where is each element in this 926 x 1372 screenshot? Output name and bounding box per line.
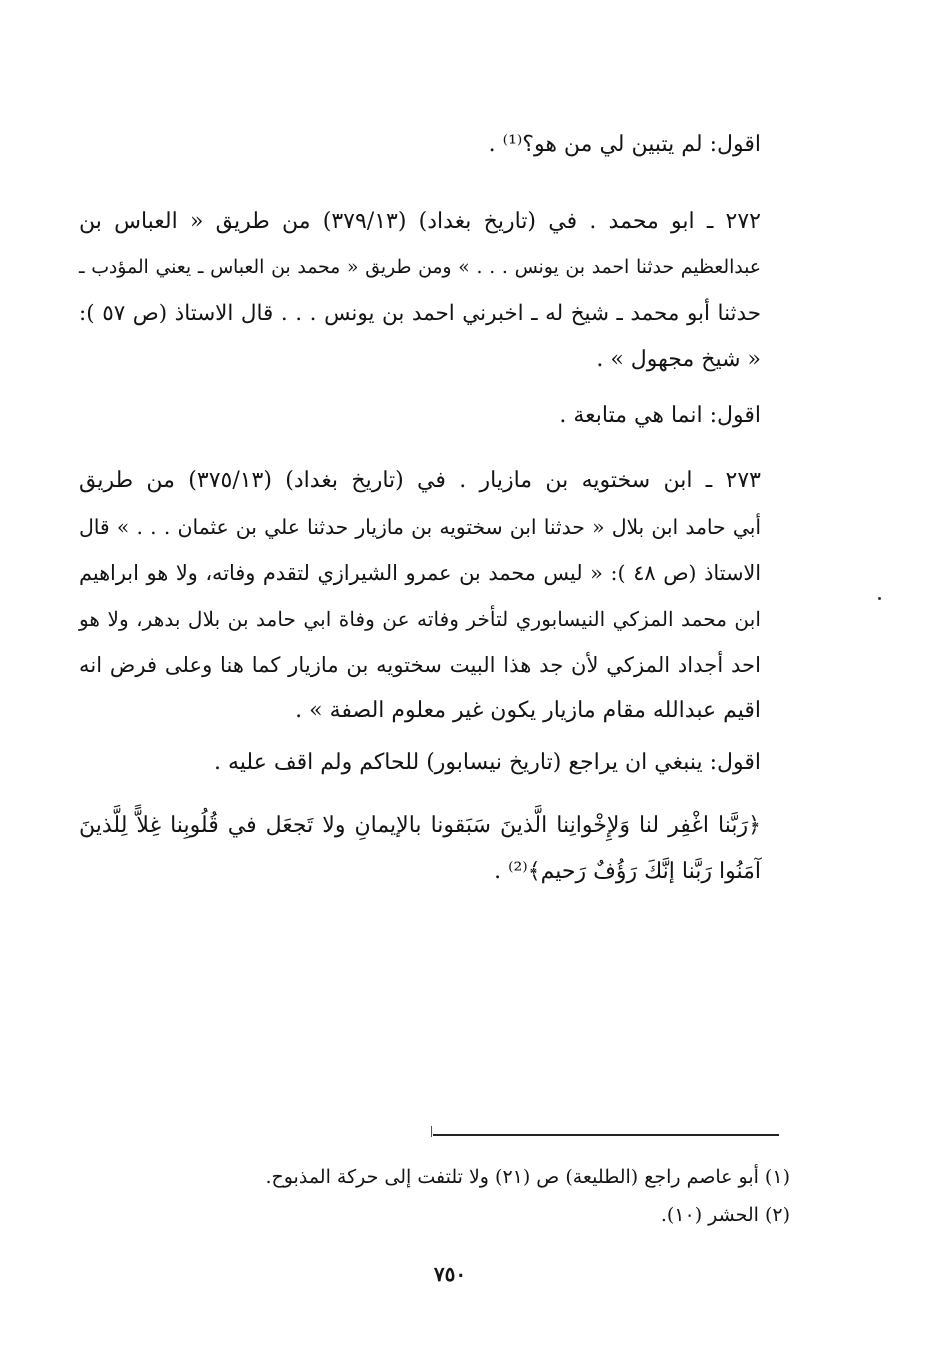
text-line: اقول: انما هي متابعة . [559, 403, 761, 428]
page-number: ٧٥٠ [433, 1262, 467, 1286]
entry-273 [79, 458, 761, 734]
footnotes [190, 1158, 790, 1234]
text-line: الاستاذ (ص ٤٨ ): « ليس محمد بن عمرو الشيرازي لتقدم وفاته، ولا هو ابراهيم [79, 561, 761, 585]
footnote-separator [433, 1134, 779, 1136]
text-line: آمَنُوا رَبَّنا إنَّكَ رَؤُفٌ رَحيم﴾⁽²⁾ . [494, 859, 761, 884]
text-line: اقيم عبدالله مقام مازيار يكون غير معلوم الصفة » . [295, 698, 761, 723]
footnote-rule-tick [431, 1126, 432, 1137]
text-line: اقول: ينبغي ان يراجع (تاريخ نيسابور) للحاكم ولم اقف عليه . [214, 750, 761, 775]
footnote-2: (٢) الحشر (١٠). [660, 1204, 790, 1226]
scan-speck [878, 597, 881, 600]
text-line: ٢٧٢ ـ ابو محمد . في (تاريخ بغداد) (٣٧٩/١٣) من طريق « العباس بن [79, 209, 761, 234]
entry-272 [79, 199, 761, 383]
text-line: ابن محمد المزكي النيسابوري لتأخر وفاته عن وفاة ابي حامد بن بلال بدهر، ولا هو [79, 607, 761, 631]
paragraph-comment-2 [161, 393, 761, 439]
footnote-1: (١) أبو عاصم راجع (الطليعة) ص (٢١) ولا تلتفت إلى حركة المذبوح. [265, 1166, 790, 1188]
quran-verse [79, 803, 761, 895]
text-line: احد أجداد المزكي لأن جد هذا البيت سختويه بن مازيار كما هنا وعلى فرض انه [79, 652, 761, 677]
text-line: « شيخ مجهول » . [596, 347, 761, 372]
text-line: أبي حامد ابن بلال « حدثنا ابن سختويه بن مازيار حدثنا علي بن عثمان . . . » قال [79, 515, 761, 539]
text-line: ٢٧٣ ـ ابن سختويه بن مازيار . في (تاريخ بغداد) (٣٧٥/١٣) من طريق [79, 468, 761, 493]
text-line: حدثنا أبو محمد ـ شيخ له ـ اخبرني احمد بن يونس . . . قال الاستاذ (ص ٥٧ ): [79, 301, 761, 326]
text-line: اقول: لم يتبين لي من هو؟⁽¹⁾ . [488, 132, 761, 157]
text-line: عبدالعظيم حدثنا احمد بن يونس . . . » ومن طريق « محمد بن العباس ـ يعني المؤدب ـ [79, 257, 761, 278]
paragraph-comment-1 [161, 122, 761, 168]
paragraph-comment-3 [81, 740, 761, 786]
text-line: ﴿رَبَّنا اغْفِر لنا وَلإِخْوانِنا الَّذينَ سَبَقونا بالإيمانِ ولا تَجعَل في قُلُوبِنا غِلاًّ لِلَّذينَ [79, 813, 761, 838]
